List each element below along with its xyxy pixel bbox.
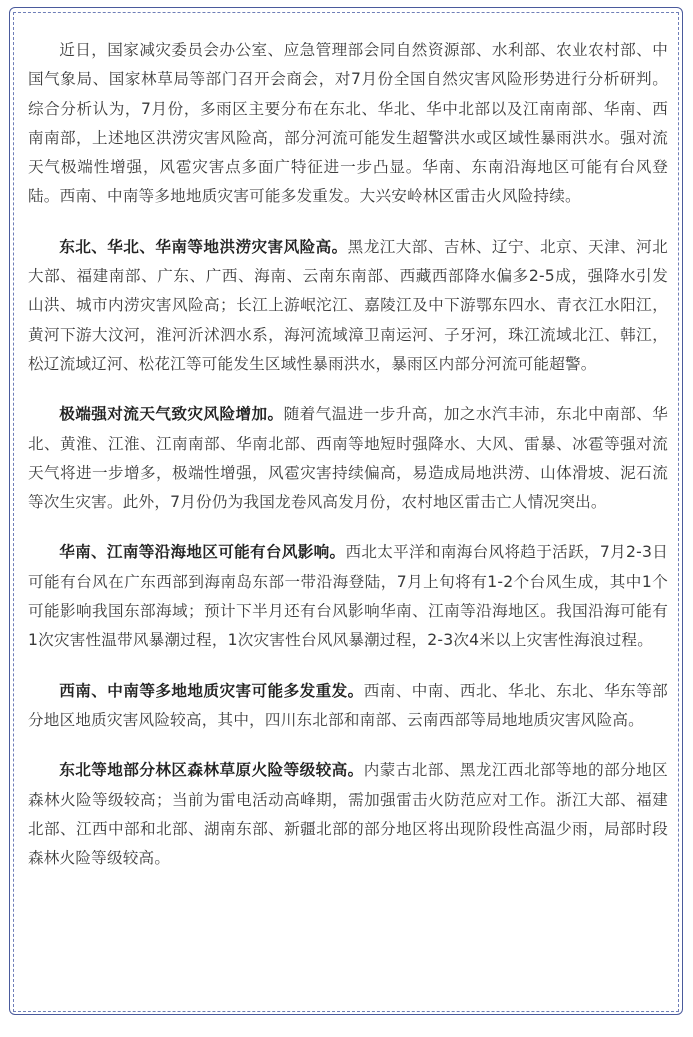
section-heading: 东北等地部分林区森林草原火险等级较高。: [59, 761, 364, 780]
article-body: [28, 36, 668, 894]
section-geological: [28, 677, 668, 736]
section-text: 西南、中南、西北、华北、东北、华东等部分地区地质灾害风险较高，其中，四川东北部和南部、云南西部等局地地质灾害风险高。: [28, 681, 668, 729]
section-forest-fire: [28, 756, 668, 873]
intro-paragraph: [28, 36, 668, 212]
section-convection: [28, 400, 668, 517]
section-heading: 东北、华北、华南等地洪涝灾害风险高。: [59, 237, 348, 256]
section-text: 黑龙江大部、吉林、辽宁、北京、天津、河北大部、福建南部、广东、广西、海南、云南东南部、西藏西部降水偏多2-5成，强降水引发山洪、城市内涝灾害风险高；长江上游岷沱江、嘉陵江及中下游鄂东四水、青衣江水阳江，黄河下游大汶河，淮河沂沭泗水系，海河流域漳卫南运河、子牙河，珠江流域北江、韩江，松辽流域辽河、松花江等可能发生区域性暴雨洪水，暴雨区内部分河流可能超警。: [28, 237, 668, 373]
section-text: 随着气温进一步升高，加之水汽丰沛，东北中南部、华北、黄淮、江淮、江南南部、华南北部、西南等地短时强降水、大风、雷暴、冰雹等强对流天气将进一步增多，极端性增强，风雹灾害持续偏高，易造成局地洪涝、山体滑坡、泥石流等次生灾害。此外，7月份仍为我国龙卷风高发月份，农村地区雷击亡人情况突出。: [28, 405, 668, 512]
section-text: 西北太平洋和南海台风将趋于活跃，7月2-3日可能有台风在广东西部到海南岛东部一带沿海登陆，7月上旬将有1-2个台风生成，其中1个可能影响我国东部海域；预计下半月还有台风影响华南、江南等沿海地区。我国沿海可能有1次灾害性温带风暴潮过程，1次灾害性台风风暴潮过程，2-3次4米以上灾害性海浪过程。: [28, 543, 668, 650]
section-heading: 西南、中南等多地地质灾害可能多发重发。: [59, 681, 364, 700]
intro-text: 近日，国家减灾委员会办公室、应急管理部会同自然资源部、水利部、农业农村部、中国气象局、国家林草局等部门召开会商会，对7月份全国自然灾害风险形势进行分析研判。综合分析认为，7月份，多雨区主要分布在东北、华北、华中北部以及江南南部、华南、西南南部，上述地区洪涝灾害风险高，部分河流可能发生超警洪水或区域性暴雨洪水。强对流天气极端性增强，风雹灾害点多面广特征进一步凸显。华南、东南沿海地区可能有台风登陆。西南、中南等多地地质灾害可能多发重发。大兴安岭林区雷击火风险持续。: [28, 41, 668, 206]
section-flood: [28, 233, 668, 379]
section-heading: 华南、江南等沿海地区可能有台风影响。: [59, 543, 346, 562]
section-text: 内蒙古北部、黑龙江西北部等地的部分地区森林火险等级较高；当前为雷电活动高峰期，需加强雷击火防范应对工作。浙江大部、福建北部、江西中部和北部、湖南东部、新疆北部的部分地区将出现阶段性高温少雨，局部时段森林火险等级较高。: [28, 761, 668, 868]
section-typhoon: [28, 538, 668, 655]
section-heading: 极端强对流天气致灾风险增加。: [59, 405, 284, 424]
